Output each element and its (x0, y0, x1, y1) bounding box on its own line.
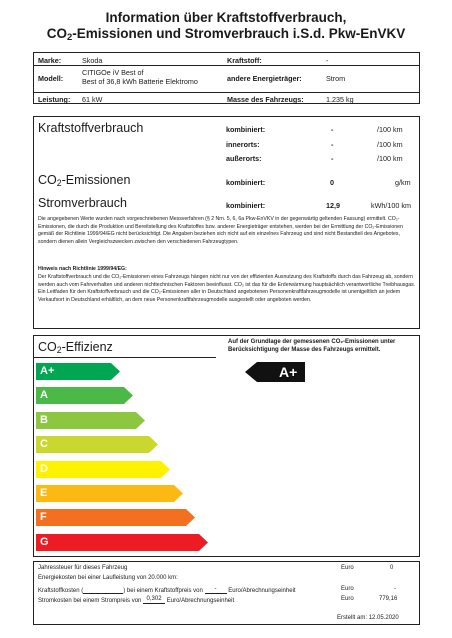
efficiency-bar-d (36, 461, 170, 478)
co2-kombiniert-value: 0 (330, 178, 334, 187)
co2-emissionen-heading: $CO_2$-Emissionen (38, 173, 131, 188)
strom-kombiniert-value: 12,9 (326, 201, 340, 210)
energietraeger-label: andere Energieträger: (227, 74, 302, 83)
efficiency-bar-a-plus (36, 363, 120, 380)
energiekosten-label: Energiekosten bei einer Laufleistung von 20.000 km: (38, 575, 178, 581)
efficiency-bar-e (36, 485, 183, 502)
kraftstoff-innerorts-unit: /100 km (377, 140, 403, 149)
kraftstoff-kombiniert-unit: /100 km (377, 125, 403, 134)
jahressteuer-unit: Euro (341, 565, 354, 571)
consumption-box (33, 116, 420, 329)
erstellt-am: Erstellt am: 12.05.2020 (337, 615, 399, 621)
kraftstoff-kombiniert-label: kombiniert: (226, 125, 266, 134)
modell-label: Modell: (38, 74, 64, 83)
energietraeger-value: Strom (326, 74, 346, 83)
efficiency-class-label: B (40, 414, 48, 426)
efficiency-rating-indicator (245, 362, 305, 382)
jahressteuer-value: 0 (390, 565, 394, 571)
efficiency-class-label: A (40, 389, 48, 401)
leistung-value: 61 kW (82, 95, 103, 104)
stromkosten-line: Stromkosten bei einem Strompreis von 0,302 Euro/Abrechnungseinheit (38, 596, 235, 604)
stromverbrauch-heading: Stromverbrauch (38, 196, 127, 210)
stromkosten-value: 779,16 (379, 596, 398, 602)
vehicle-info-box (33, 52, 420, 104)
leistung-label: Leistung: (38, 95, 71, 104)
jahressteuer-label: Jahressteuer für dieses Fahrzeug (38, 565, 128, 571)
hinweis-title: Hinweis nach Richtlinie 1999/94/EG: (38, 266, 127, 272)
kraftstoffkosten-line: Kraftstoffkosten ( ) bei einem Kraftstoffpreis von - Euro/Abrechnungseinheit (38, 586, 296, 594)
efficiency-class-label: D (40, 463, 48, 475)
kraftstoffkosten-unit: Euro (341, 586, 354, 592)
strom-kombiniert-unit: kWh/100 km (371, 201, 411, 210)
efficiency-class-label: C (40, 438, 48, 450)
co2-effizienz-heading: $CO_2$-Effizienz (38, 340, 113, 355)
legal-note-paragraph: Die angegebenen Werte wurden nach vorgeschriebenen Messverfahren (§ 2 Nrn. 5, 6, 6a Pkw-EnVKV in der gegenwärtig geltenden Fassung) ermittelt. CO₂-Emissionen, die durch die Produktion und Bereitstellung des Kraftstoffes bzw. anderer Energieträger entstehen, werden bei der Ermittlung der CO₂-Emissionen gemäß der Richtlinie 1999/94/EG nicht berücksichtigt. Die Angaben beziehen sich nicht auf ein einzelnes Fahrzeug und sind nicht Bestandteil des Angebotes, sondern dienen allein Vergleichszwecken zwischen den verschiedenen Fahrzeugtypen. (38, 216, 403, 245)
efficiency-basis-note: Auf der Grundlage der gemessenen CO₂-Emissionen unter Berücksichtigung der Masse des Fahrzeugs ermittelt. (228, 339, 396, 353)
kraftstoff-innerorts-label: innerorts: (226, 140, 260, 149)
hinweis-paragraph: Der Kraftstoffverbrauch und die CO₂-Emissionen eines Fahrzeugs hängen nicht nur von der effizienten Ausnutzung des Kraftstoffs durch das Fahrzeug ab, sondern werden auch vom Fahrverhalten und anderen nichttechnischen Faktoren beeinflusst. CO₂ ist das für die Erderwärmung hauptsächlich verantwortliche Treibhausgas. Ein Leitfaden für den Kraftstoffverbrauch und die CO₂-Emissionen aller in Deutschland angebotenen Personenkraftfahrzeugmodelle ist unentgeltlich an jedem Verkaufsort in Deutschland erhältlich, an dem neue Personenkraftfahrzeugmodelle ausgestellt oder angeboten werden. (38, 274, 416, 303)
efficiency-class-label: E (40, 487, 48, 499)
kraftstoff-label: Kraftstoff: (227, 56, 262, 65)
marke-label: Marke: (38, 56, 62, 65)
kraftstoffverbrauch-heading: Kraftstoffverbrauch (38, 121, 144, 135)
kraftstoff-value: - (326, 56, 329, 65)
marke-value: Skoda (82, 56, 103, 65)
efficiency-bar-f (36, 509, 195, 526)
efficiency-bar-c (36, 436, 158, 453)
title-line-1: Information über Kraftstoffverbrauch, (105, 10, 347, 25)
co2-kombiniert-label: kombiniert: (226, 178, 266, 187)
masse-value: 1.235 kg (326, 95, 354, 104)
co2-kombiniert-unit: g/km (395, 178, 411, 187)
kraftstoff-innerorts-value: - (331, 140, 334, 149)
kraftstoff-ausserorts-label: außerorts: (226, 154, 262, 163)
stromkosten-unit: Euro (341, 596, 354, 602)
efficiency-class-label: G (40, 536, 49, 548)
kraftstoff-kombiniert-value: - (331, 125, 334, 134)
title-line-2: $CO_2$-Emissionen und Stromverbrauch i.S.d. Pkw-EnVKV (46, 26, 406, 43)
kraftstoff-ausserorts-value: - (331, 154, 334, 163)
efficiency-bar-b (36, 412, 145, 429)
modell-value: CITIGOe iV Best of Best of 36,8 kWh Batterie Elektromo (82, 68, 198, 86)
efficiency-bar-a (36, 387, 133, 404)
efficiency-bar-g (36, 534, 208, 551)
efficiency-class-label: F (40, 511, 47, 523)
kraftstoffkosten-value: - (394, 586, 396, 592)
rating-label: A+ (279, 364, 298, 380)
masse-label: Masse des Fahrzeugs: (227, 95, 304, 104)
document-title (0, 10, 452, 46)
costs-box (33, 561, 420, 625)
efficiency-class-label: A+ (40, 365, 55, 377)
kraftstoff-ausserorts-unit: /100 km (377, 154, 403, 163)
strom-kombiniert-label: kombiniert: (226, 201, 266, 210)
